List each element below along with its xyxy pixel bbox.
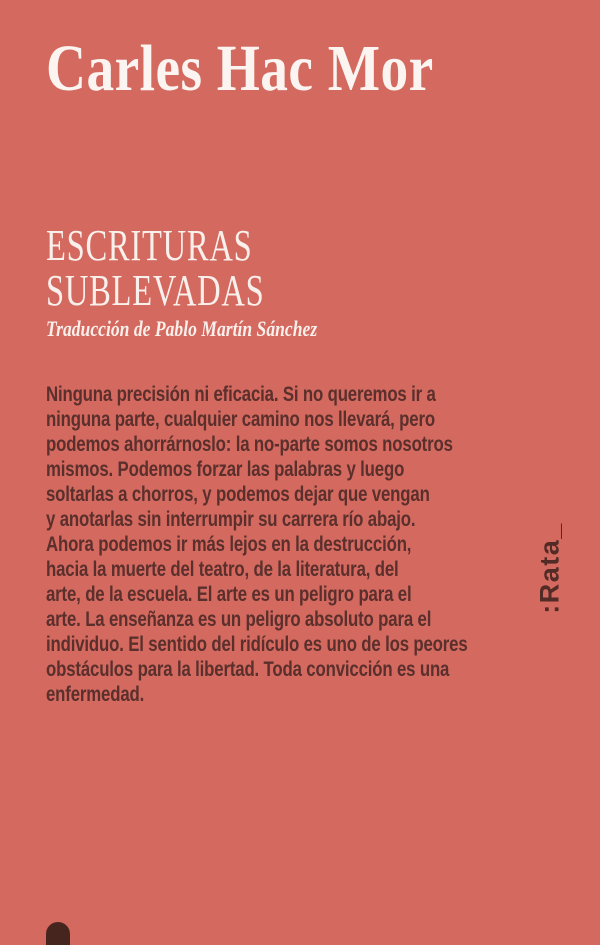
excerpt-line: arte. La enseñanza es un peligro absoluto para el <box>46 608 432 631</box>
author-name: Carles Hac Mor <box>46 32 434 105</box>
excerpt-line: podemos ahorrárnoslo: la no-parte somos nosotros <box>46 433 453 456</box>
excerpt-paragraph <box>46 382 468 707</box>
excerpt-line: individuo. El sentido del ridículo es uno de los peores <box>46 633 468 656</box>
excerpt-line: mismos. Podemos forzar las palabras y luego <box>46 458 405 481</box>
excerpt-line: Ahora podemos ir más lejos en la destrucción, <box>46 533 412 556</box>
excerpt-line: y anotarlas sin interrumpir su carrera río abajo. <box>46 508 416 531</box>
publisher-logo-rata: :Rata_ <box>534 522 565 614</box>
excerpt-line: Ninguna precisión ni eficacia. Si no queremos ir a <box>46 383 436 406</box>
book-title <box>46 223 264 313</box>
book-title-line-1: ESCRITURAS <box>46 221 253 270</box>
bookmark-tab-shape <box>46 922 70 945</box>
excerpt-line: soltarlas a chorros, y podemos dejar que vengan <box>46 483 430 506</box>
excerpt-line: obstáculos para la libertad. Toda convicción es una <box>46 658 450 681</box>
excerpt-line: enfermedad. <box>46 683 145 706</box>
excerpt-line: hacia la muerte del teatro, de la literatura, del <box>46 558 399 581</box>
excerpt-line: arte, de la escuela. El arte es un peligro para el <box>46 583 412 606</box>
book-title-line-2: SUBLEVADAS <box>46 266 265 315</box>
translation-credit: Traducción de Pablo Martín Sánchez <box>46 316 318 341</box>
excerpt-line: ninguna parte, cualquier camino nos llevará, pero <box>46 408 435 431</box>
